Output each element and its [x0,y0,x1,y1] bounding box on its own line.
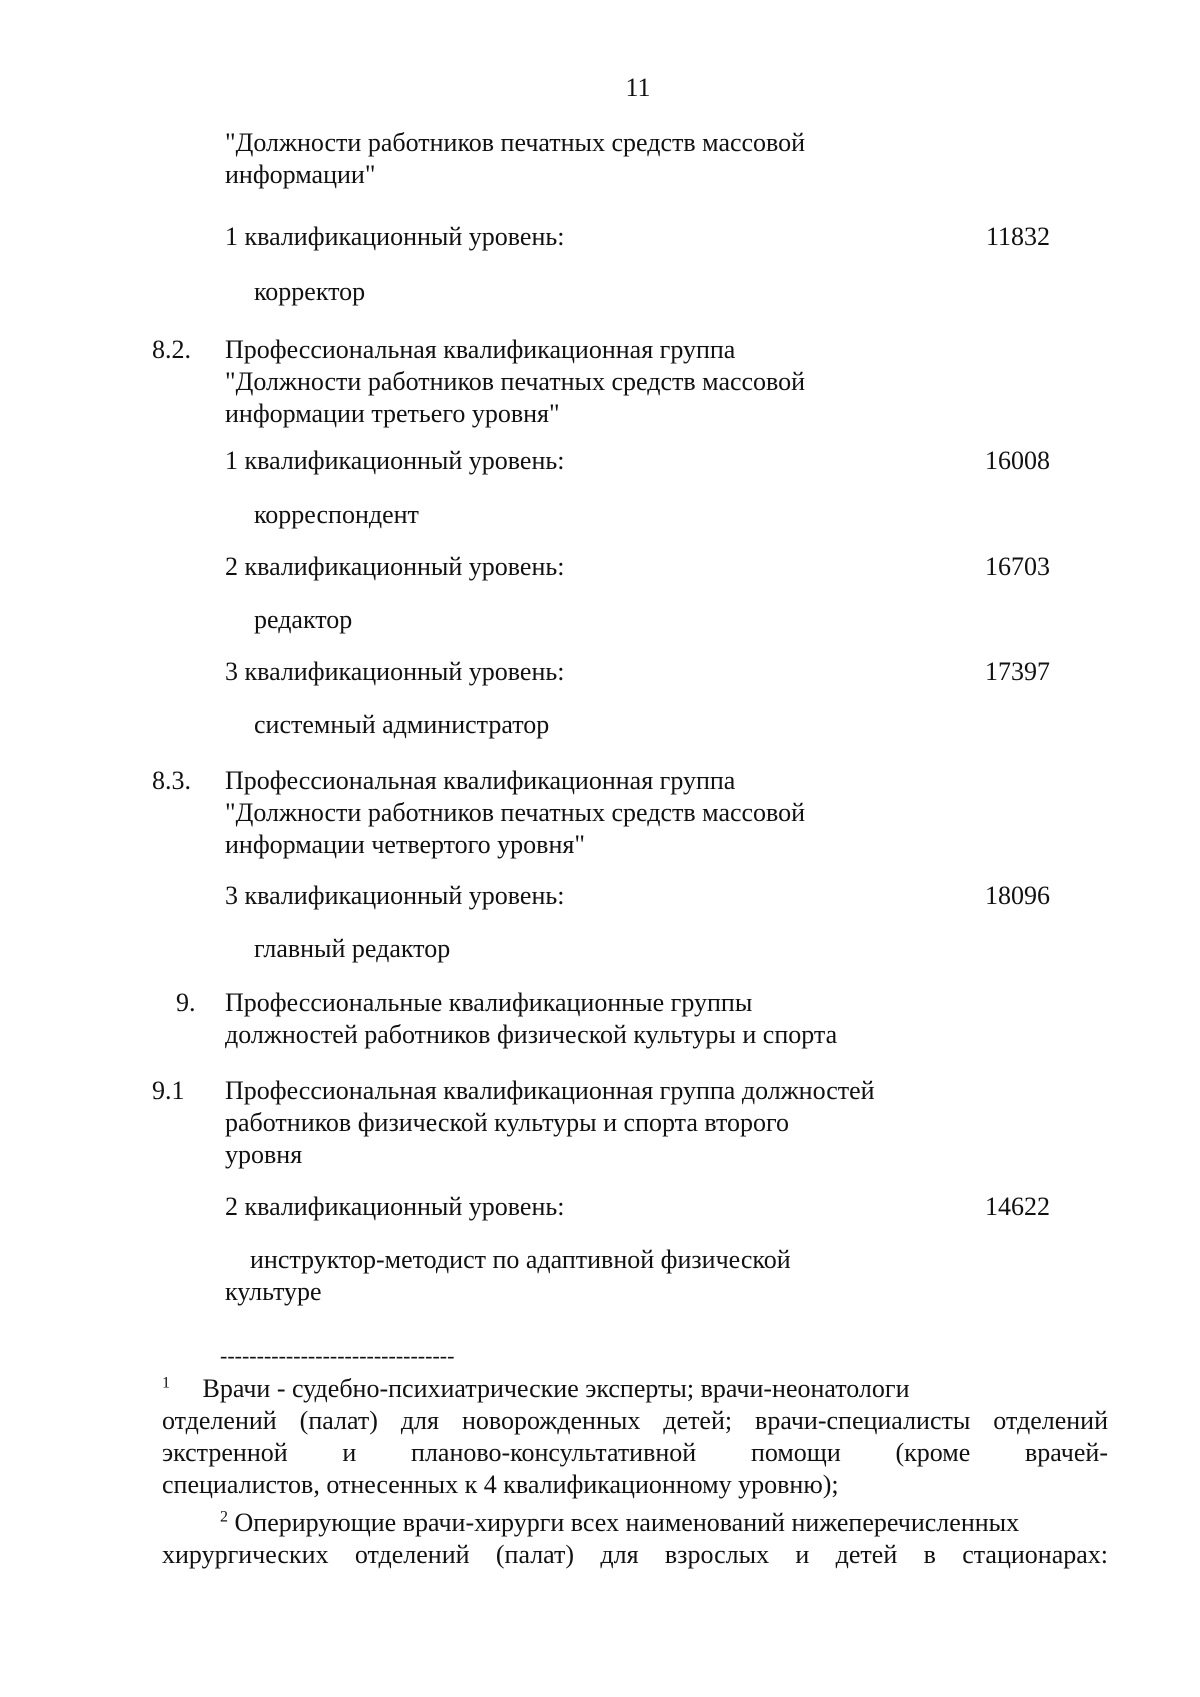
group-title-9-1-line2: работников физической культуры и спорта второго [225,1108,790,1137]
footnote-2-line1 [220,1507,1019,1539]
group-title-9-line1: Профессиональные квалификационные группы [225,988,753,1017]
footnote-separator: -------------------------------- [220,1343,455,1368]
group-title-8-3-line1: Профессиональная квалификационная группа [225,766,736,795]
salary-value: 17397 [985,657,1050,686]
level-label: 1 квалификационный уровень: [225,222,565,251]
group-title-8-2-line1: Профессиональная квалификационная группа [225,335,736,364]
group-title-8-3-line3: информации четвертого уровня" [225,830,585,859]
footnote-2-line2: хирургических отделений (палат) для взрослых и детей в стационарах: [162,1540,1108,1569]
level-label: 1 квалификационный уровень: [225,446,565,475]
group-title-9-1-line1: Профессиональная квалификационная группа должностей [225,1076,875,1105]
level-label: 2 квалификационный уровень: [225,552,565,581]
level-label: 2 квалификационный уровень: [225,1192,565,1221]
job-title: корреспондент [254,500,419,529]
job-title-line2: культуре [225,1277,322,1306]
footnote-1-line2: отделений (палат) для новорожденных детей; врачи-специалисты отделений [162,1406,1108,1435]
footnote-1-mark: 1 [162,1374,170,1392]
job-title-line1: инструктор-методист по адаптивной физической [250,1245,791,1274]
job-title: редактор [254,605,353,634]
salary-value: 11832 [985,222,1050,251]
page-number: 11 [625,73,651,102]
footnote-1-line3: экстренной и планово-консультативной помощи (кроме врачей- [162,1438,1108,1467]
footnote-1-line4: специалистов, отнесенных к 4 квалификационному уровню); [162,1470,839,1499]
group-title-8-1-line1: "Должности работников печатных средств массовой [225,128,806,157]
job-title: системный администратор [254,710,550,739]
section-number: 8.3. [152,766,191,795]
section-number: 9.1 [152,1076,185,1105]
section-number: 9. [176,988,196,1017]
footnote-1-text [162,1373,910,1405]
group-title-9-line2: должностей работников физической культуры и спорта [225,1020,838,1049]
group-title-9-1-line3: уровня [225,1140,303,1169]
footnote-1-line1 [162,1373,1108,1405]
job-title: главный редактор [254,934,451,963]
group-title-8-3-line2: "Должности работников печатных средств массовой [225,798,806,827]
group-title-8-1-line2: информации" [225,160,376,189]
salary-value: 18096 [985,881,1050,910]
footnote-1-line1-text: Врачи - судебно-психиатрические эксперты; врачи-неонатологи [202,1374,910,1403]
group-title-8-2-line3: информации третьего уровня" [225,399,560,428]
salary-value: 14622 [985,1192,1050,1221]
group-title-8-2-line2: "Должности работников печатных средств массовой [225,367,806,396]
footnote-2-mark: 2 [220,1508,228,1526]
footnote-2-line1-text: Оперирующие врачи-хирурги всех наименований нижеперечисленных [234,1508,1020,1537]
section-number: 8.2. [152,335,191,364]
job-title: корректор [254,277,366,306]
level-label: 3 квалификационный уровень: [225,657,565,686]
salary-value: 16008 [985,446,1050,475]
salary-value: 16703 [985,552,1050,581]
level-label: 3 квалификационный уровень: [225,881,565,910]
